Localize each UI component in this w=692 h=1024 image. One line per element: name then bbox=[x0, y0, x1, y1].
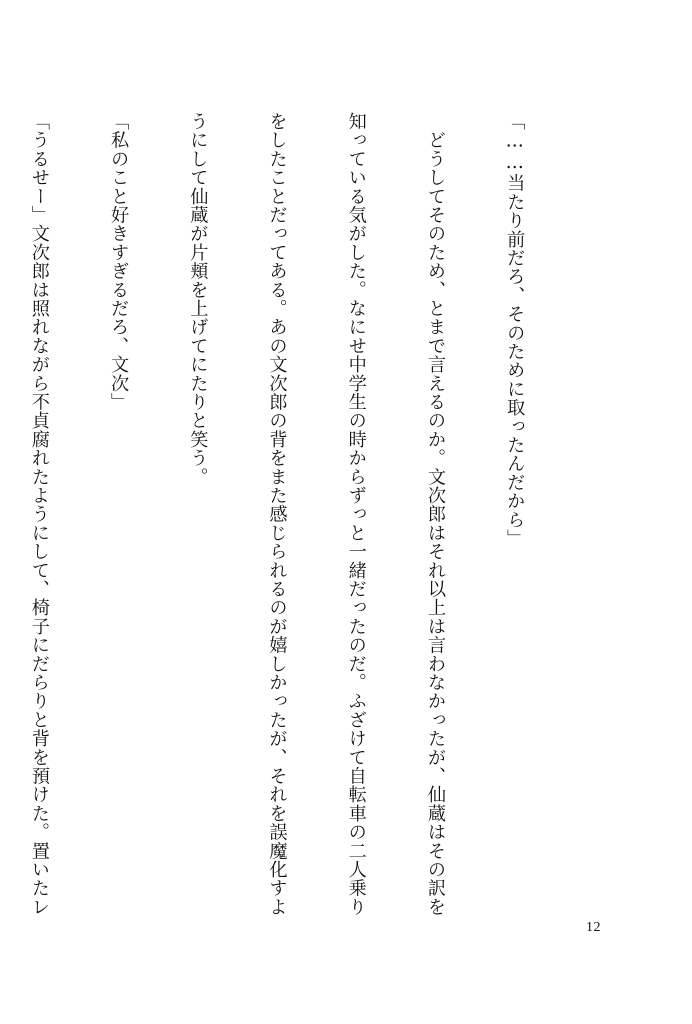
text-line: 知っている気がした。なにせ中学生の時からずっと一緒だったのだ。ふざけて自転車の二人乗り bbox=[345, 112, 367, 917]
text-line: 「私のこと好きすぎるだろ、文次」 bbox=[108, 112, 130, 412]
text-line: 「うるせー」文次郎は照れながら不貞腐れたようにして、椅子にだらりと背を預けた。置いたレ bbox=[28, 112, 50, 917]
text-line: をしたことだってある。あの文次郎の背をまた感じられるのが嬉しかったが、それを誤魔化すよ bbox=[266, 112, 288, 917]
text-line: どうしてそのため、とまで言えるのか。文次郎はそれ以上は言わなかったが、仙蔵はその訳を bbox=[424, 112, 446, 917]
body-text bbox=[28, 112, 580, 917]
text-line: 「……当たり前だろ、そのために取ったんだから」 bbox=[504, 112, 526, 548]
text-line: うにして仙蔵が片頬を上げてにたりと笑う。 bbox=[187, 112, 209, 486]
page-number: 12 bbox=[586, 920, 601, 935]
